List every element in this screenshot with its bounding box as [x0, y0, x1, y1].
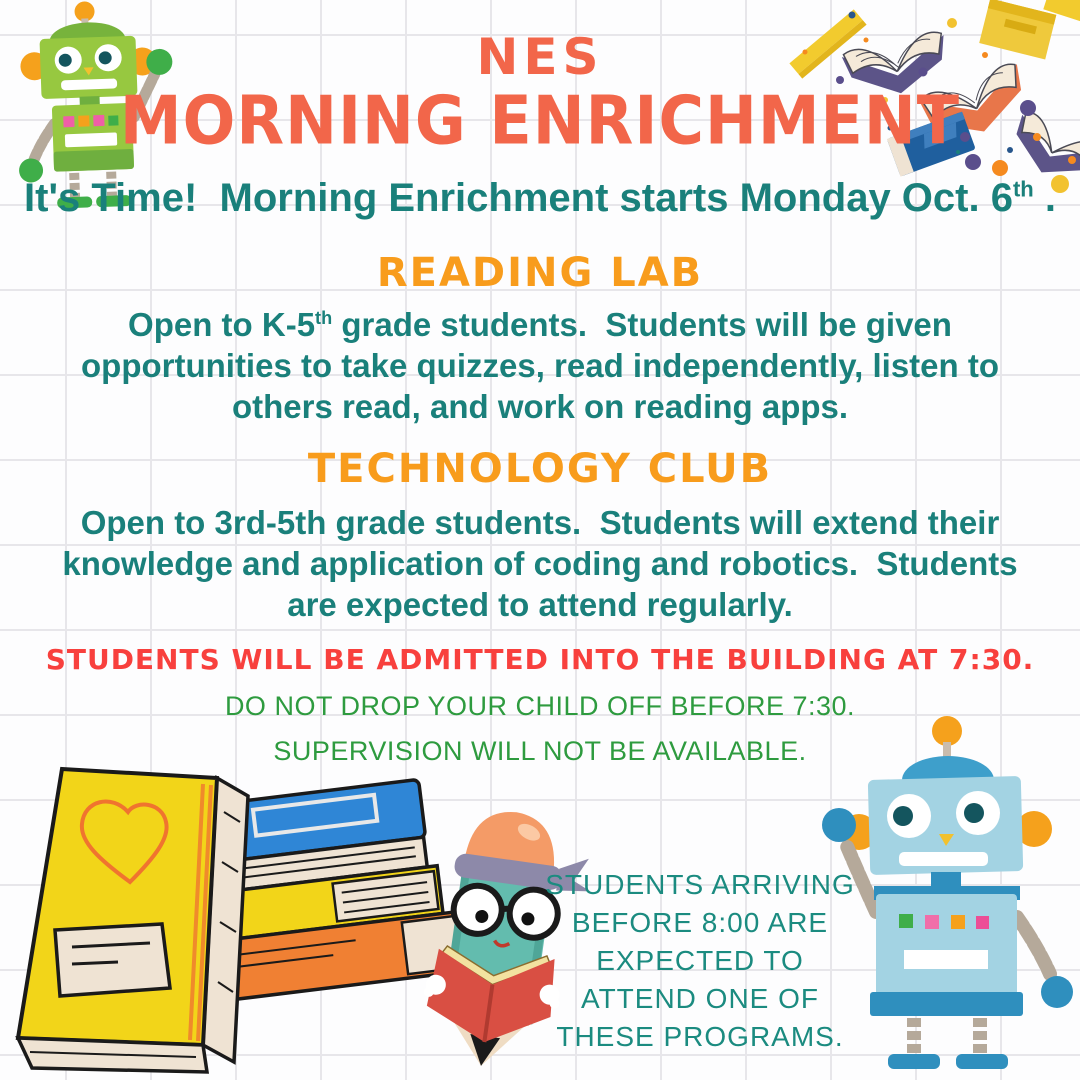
arrival-note-line: ATTEND ONE OF [580, 983, 820, 1014]
admittance-alert: STUDENTS WILL BE ADMITTED INTO THE BUILDING AT 7:30. [45, 643, 1035, 676]
intro-line: It's Time! Morning Enrichment starts Monday Oct. 6th . [24, 176, 1056, 220]
arrival-note-line: BEFORE 8:00 ARE [571, 907, 829, 938]
technology-club-heading: TECHNOLOGY CLUB [307, 446, 773, 492]
arrival-note-line: EXPECTED TO [596, 945, 804, 976]
technology-club-body: Open to 3rd-5th grade students. Students will extend their knowledge and application of coding and robotics. Students are expected to attend regularly. [62, 504, 1027, 623]
arrival-note-line: THESE PROGRAMS. [556, 1021, 844, 1052]
arrival-note-line: STUDENTS ARRIVING [545, 869, 855, 900]
reading-lab-heading: READING LAB [376, 250, 704, 296]
dropoff-warning: DO NOT DROP YOUR CHILD OFF BEFORE 7:30. [224, 691, 856, 721]
reading-lab-body: Open to K-5th grade students. Students will be given opportunities to take quizzes, read independently, listen to others read, and work on reading apps. [81, 306, 1009, 425]
school-name: NES [476, 28, 604, 86]
supervision-warning: SUPERVISION WILL NOT BE AVAILABLE. [273, 736, 807, 766]
arrival-note [545, 866, 855, 1056]
flyer-title: MORNING ENRICHMENT [119, 81, 961, 160]
